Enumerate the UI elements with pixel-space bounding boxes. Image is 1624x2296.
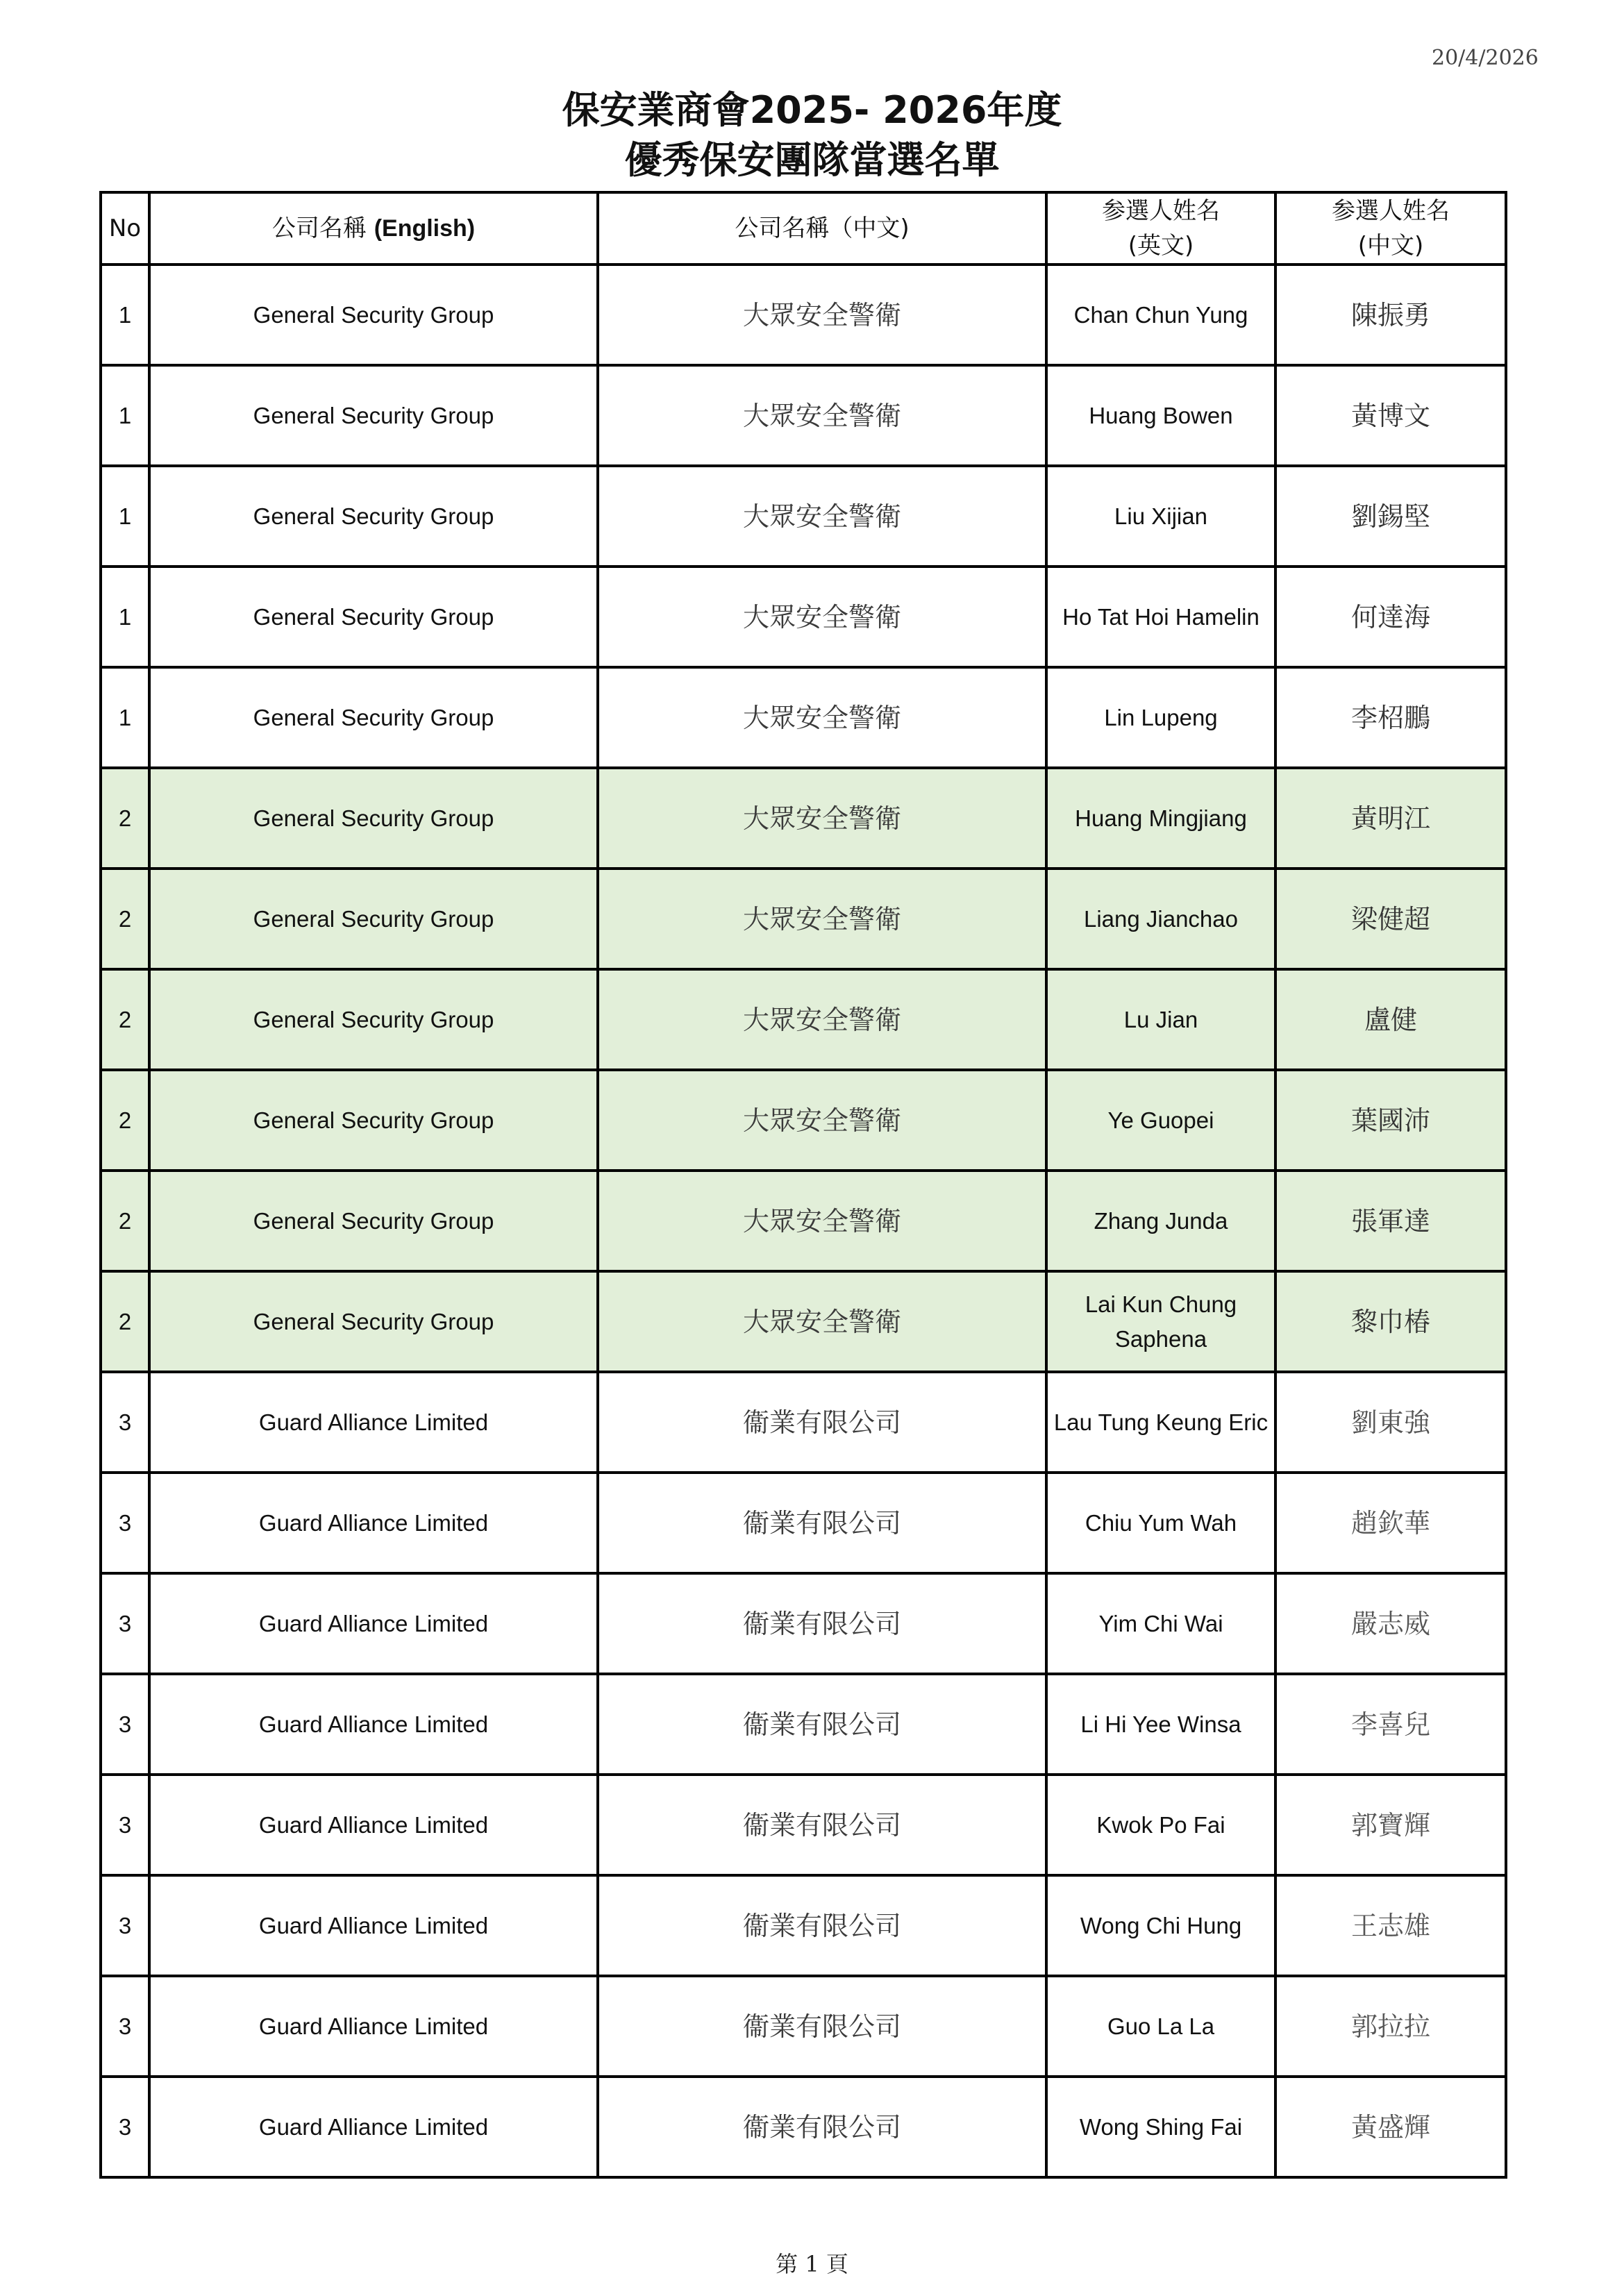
cell-company-en: General Security Group <box>149 365 598 466</box>
table-row <box>101 1976 1506 2077</box>
header-no <box>101 192 149 265</box>
header-no-label: No <box>108 215 142 242</box>
table-row <box>101 768 1506 869</box>
cell-company-en: Guard Alliance Limited <box>149 1875 598 1976</box>
header-company-en-prefix: 公司名稱 <box>271 215 374 242</box>
cell-no: 2 <box>101 1171 149 1271</box>
cell-company-zh: 衞業有限公司 <box>598 1875 1046 1976</box>
cell-participant-zh: 張軍達 <box>1275 1171 1506 1271</box>
cell-company-en: Guard Alliance Limited <box>149 1372 598 1473</box>
cell-company-zh: 大眾安全警衛 <box>598 667 1046 768</box>
table-row <box>101 1674 1506 1775</box>
cell-participant-en: Li Hi Yee Winsa <box>1046 1674 1275 1775</box>
cell-participant-en: Ho Tat Hoi Hamelin <box>1046 567 1275 667</box>
document-subtitle: 優秀保安團隊當選名單 <box>624 138 1000 182</box>
cell-no: 2 <box>101 869 149 969</box>
cell-participant-zh: 陳振勇 <box>1275 265 1506 365</box>
cell-no: 1 <box>101 365 149 466</box>
header-company-zh-label: 公司名稱（中文) <box>735 215 910 242</box>
cell-company-zh: 衞業有限公司 <box>598 1775 1046 1875</box>
cell-company-zh: 衞業有限公司 <box>598 1473 1046 1573</box>
cell-no: 2 <box>101 1271 149 1372</box>
header-row <box>101 192 1506 265</box>
document-title: 保安業商會2025- 2026年度 <box>562 88 1062 132</box>
cell-company-zh: 大眾安全警衛 <box>598 1070 1046 1171</box>
table-row <box>101 969 1506 1070</box>
cell-participant-zh: 郭拉拉 <box>1275 1976 1506 2077</box>
table-header <box>101 192 1506 265</box>
table-row <box>101 1372 1506 1473</box>
cell-participant-zh: 黃盛輝 <box>1275 2077 1506 2177</box>
cell-company-en: Guard Alliance Limited <box>149 1473 598 1573</box>
cell-participant-en: Liu Xijian <box>1046 466 1275 567</box>
cell-participant-en: Lu Jian <box>1046 969 1275 1070</box>
cell-participant-en: Zhang Junda <box>1046 1171 1275 1271</box>
cell-participant-zh: 黃博文 <box>1275 365 1506 466</box>
cell-company-zh: 大眾安全警衛 <box>598 869 1046 969</box>
cell-no: 2 <box>101 768 149 869</box>
cell-company-en: General Security Group <box>149 1271 598 1372</box>
header-company-en-suffix: (English) <box>374 215 476 242</box>
table-row <box>101 567 1506 667</box>
cell-company-en: General Security Group <box>149 1070 598 1171</box>
cell-company-en: General Security Group <box>149 466 598 567</box>
cell-no: 3 <box>101 1372 149 1473</box>
cell-participant-en: Ye Guopei <box>1046 1070 1275 1171</box>
header-participant-zh-line1: 参選人姓名 <box>1332 197 1450 225</box>
cell-participant-zh: 盧健 <box>1275 969 1506 1070</box>
cell-participant-zh: 趙欽華 <box>1275 1473 1506 1573</box>
cell-no: 3 <box>101 1775 149 1875</box>
cell-participant-zh: 劉錫堅 <box>1275 466 1506 567</box>
cell-participant-en: Huang Bowen <box>1046 365 1275 466</box>
cell-participant-zh: 葉國沛 <box>1275 1070 1506 1171</box>
cell-company-en: General Security Group <box>149 869 598 969</box>
header-participant-zh-line2: (中文) <box>1357 232 1424 260</box>
cell-participant-zh: 李喜兒 <box>1275 1674 1506 1775</box>
cell-company-zh: 衞業有限公司 <box>598 1573 1046 1674</box>
header-company-zh <box>598 192 1046 265</box>
table-row <box>101 1070 1506 1171</box>
cell-participant-en: Yim Chi Wai <box>1046 1573 1275 1674</box>
table-row <box>101 869 1506 969</box>
cell-company-zh: 大眾安全警衛 <box>598 1171 1046 1271</box>
table-row <box>101 1473 1506 1573</box>
table-row <box>101 265 1506 365</box>
cell-company-en: General Security Group <box>149 969 598 1070</box>
header-company-en <box>149 192 598 265</box>
cell-company-zh: 衞業有限公司 <box>598 1976 1046 2077</box>
table-row <box>101 1573 1506 1674</box>
cell-no: 1 <box>101 265 149 365</box>
cell-participant-zh: 郭寶輝 <box>1275 1775 1506 1875</box>
cell-no: 1 <box>101 667 149 768</box>
table-row <box>101 1271 1506 1372</box>
cell-no: 3 <box>101 2077 149 2177</box>
cell-company-en: General Security Group <box>149 567 598 667</box>
cell-participant-en: Lai Kun Chung Saphena <box>1046 1271 1275 1372</box>
cell-company-en: Guard Alliance Limited <box>149 1573 598 1674</box>
cell-company-zh: 衞業有限公司 <box>598 1674 1046 1775</box>
cell-participant-en: Chiu Yum Wah <box>1046 1473 1275 1573</box>
header-participant-zh <box>1275 192 1506 265</box>
cell-participant-en: Liang Jianchao <box>1046 869 1275 969</box>
cell-no: 3 <box>101 1674 149 1775</box>
cell-company-en: General Security Group <box>149 1171 598 1271</box>
cell-company-en: General Security Group <box>149 768 598 869</box>
cell-no: 1 <box>101 567 149 667</box>
cell-company-zh: 大眾安全警衛 <box>598 1271 1046 1372</box>
cell-participant-en: Chan Chun Yung <box>1046 265 1275 365</box>
table-row <box>101 466 1506 567</box>
table-row <box>101 1171 1506 1271</box>
table-row <box>101 1775 1506 1875</box>
table-row <box>101 2077 1506 2177</box>
cell-participant-zh: 王志雄 <box>1275 1875 1506 1976</box>
cell-company-zh: 大眾安全警衛 <box>598 466 1046 567</box>
cell-company-zh: 大眾安全警衛 <box>598 969 1046 1070</box>
header-participant-en <box>1046 192 1275 265</box>
cell-no: 2 <box>101 1070 149 1171</box>
cell-no: 3 <box>101 1573 149 1674</box>
cell-participant-en: Lau Tung Keung Eric <box>1046 1372 1275 1473</box>
cell-no: 3 <box>101 1875 149 1976</box>
cell-company-en: Guard Alliance Limited <box>149 1775 598 1875</box>
cell-participant-en: Wong Chi Hung <box>1046 1875 1275 1976</box>
cell-company-en: Guard Alliance Limited <box>149 1976 598 2077</box>
cell-participant-zh: 梁健超 <box>1275 869 1506 969</box>
winners-table <box>99 191 1507 2179</box>
table-row <box>101 667 1506 768</box>
cell-company-en: Guard Alliance Limited <box>149 1674 598 1775</box>
cell-no: 1 <box>101 466 149 567</box>
cell-participant-en: Lin Lupeng <box>1046 667 1275 768</box>
header-participant-en-line1: 参選人姓名 <box>1102 197 1220 225</box>
cell-participant-en: Huang Mingjiang <box>1046 768 1275 869</box>
table-body <box>101 265 1506 2177</box>
cell-no: 3 <box>101 1976 149 2077</box>
cell-participant-zh: 嚴志威 <box>1275 1573 1506 1674</box>
cell-company-zh: 大眾安全警衛 <box>598 265 1046 365</box>
cell-participant-zh: 李柖鵬 <box>1275 667 1506 768</box>
cell-company-zh: 衞業有限公司 <box>598 2077 1046 2177</box>
cell-participant-en: Kwok Po Fai <box>1046 1775 1275 1875</box>
table-row <box>101 1875 1506 1976</box>
cell-company-zh: 大眾安全警衛 <box>598 567 1046 667</box>
cell-no: 3 <box>101 1473 149 1573</box>
page-number: 第 1 頁 <box>776 2251 848 2277</box>
cell-participant-en: Guo La La <box>1046 1976 1275 2077</box>
cell-participant-en: Wong Shing Fai <box>1046 2077 1275 2177</box>
cell-participant-zh: 何達海 <box>1275 567 1506 667</box>
cell-company-zh: 衞業有限公司 <box>598 1372 1046 1473</box>
print-date: 20/4/2026 <box>1432 46 1539 70</box>
cell-participant-zh: 劉東強 <box>1275 1372 1506 1473</box>
table-row <box>101 365 1506 466</box>
cell-participant-zh: 黃明江 <box>1275 768 1506 869</box>
cell-company-en: General Security Group <box>149 667 598 768</box>
cell-company-en: Guard Alliance Limited <box>149 2077 598 2177</box>
cell-participant-zh: 黎巾椿 <box>1275 1271 1506 1372</box>
cell-no: 2 <box>101 969 149 1070</box>
header-participant-en-line2: (英文) <box>1128 232 1194 260</box>
cell-company-zh: 大眾安全警衛 <box>598 768 1046 869</box>
cell-company-zh: 大眾安全警衛 <box>598 365 1046 466</box>
cell-company-en: General Security Group <box>149 265 598 365</box>
